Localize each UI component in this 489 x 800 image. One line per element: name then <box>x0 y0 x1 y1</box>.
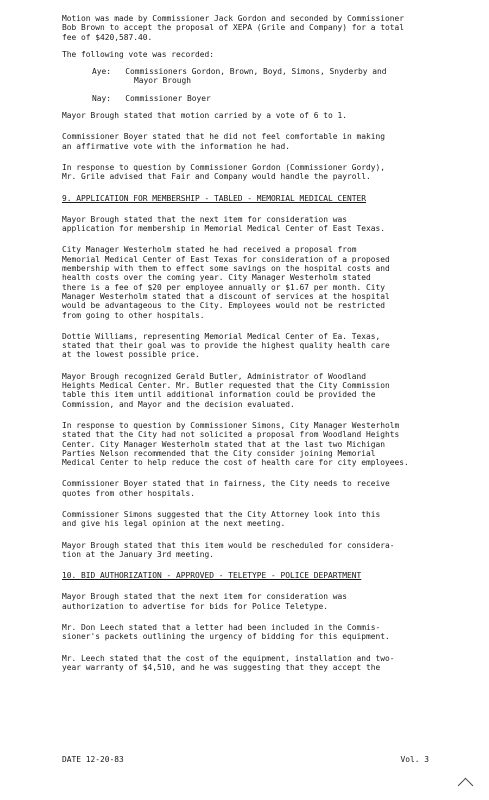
paragraph-boyer-comment: Commissioner Boyer stated that he did not feel comfortable in making an affirmative vote with the information he had. <box>62 132 386 151</box>
nay-names: Commissioner Boyer <box>125 93 211 103</box>
paragraph-reschedule: Mayor Brough stated that this item would be rescheduled for considera- tion at the January 3rd meeting. <box>62 540 395 559</box>
paragraph-butler: Mayor Brough recognized Gerald Butler, Administrator of Woodland Heights Medical Center. Mr. Butler requested that the City Commission table this item until additional information could be provided the Commission, and Mayor and the decision evaluated. <box>62 371 390 409</box>
paragraph-motion: Motion was made by Commissioner Jack Gordon and seconded by Commissioner Bob Brown to accept the proposal of XEPA (Grile and Company) for a total fee of $420,587.40. <box>62 14 405 42</box>
vote-result: Mayor Brough stated that motion carried by a vote of 6 to 1. <box>62 111 348 121</box>
nay-label: Nay: <box>92 93 112 103</box>
footer-date: DATE 12-20-83 <box>62 755 124 764</box>
paragraph-leech-letter: Mr. Don Leech stated that a letter had been included in the Commis- sioner's packets outlining the urgency of bidding for this equipment. <box>62 623 390 642</box>
paragraph-simons-suggestion: Commissioner Simons suggested that the City Attorney look into this and give his legal opinion at the next meeting. <box>62 509 381 529</box>
paragraph-williams: Dottie Williams, representing Memorial Medical Center of Ea. Texas, stated that their goal was to provide the highest quality health care at the lowest possible price. <box>62 331 390 360</box>
scan-corner-mark <box>458 778 474 794</box>
vote-aye-block <box>62 67 457 86</box>
aye-names-line1: Commissioners Gordon, Brown, Boyd, Simons, Snyderby and <box>125 67 387 77</box>
vote-intro: The following vote was recorded: <box>62 49 215 59</box>
paragraph-item9-intro: Mayor Brough stated that the next item for consideration was application for membership in Memorial Medical Center of East Texas. <box>62 214 386 234</box>
aye-label: Aye: <box>92 67 112 77</box>
paragraph-payroll-question: In response to question by Commissioner Gordon (Commissioner Gordy), Mr. Grile advised that Fair and Company would handle the payroll. <box>62 162 386 182</box>
page-footer <box>62 755 429 764</box>
paragraph-leech-cost: Mr. Leech stated that the cost of the equipment, installation and two- year warranty of $4,510, and he was suggesting that they accept the <box>62 653 395 672</box>
paragraph-item10-intro: Mayor Brough stated that the next item for consideration was authorization to advertise for bids for Police Teletype. <box>62 592 348 611</box>
aye-names-line2: Mayor Brough <box>134 76 192 86</box>
footer-volume: Vol. 3 <box>400 755 429 764</box>
item-10-heading: 10. BID AUTHORIZATION - APPROVED - TELETYPE - POLICE DEPARTMENT <box>62 571 362 581</box>
paragraph-simons-question: In response to question by Commissioner Simons, City Manager Westerholm stated that the City had not solicited a proposal from Woodland Heights Center. City Manager Westerholm stated that at the last two Michigan Parties Nelson recommended that the City consider joining Memorial Medical Center to help reduce the cost of health care for city employees. <box>62 420 409 468</box>
paragraph-boyer-fairness: Commissioner Boyer stated that in fairness, the City needs to receive quotes from other hospitals. <box>62 479 390 498</box>
item-9-heading: 9. APPLICATION FOR MEMBERSHIP - TABLED - MEMORIAL MEDICAL CENTER <box>62 193 367 203</box>
vote-nay-block <box>62 94 457 103</box>
paragraph-city-manager-proposal: City Manager Westerholm stated he had received a proposal from Memorial Medical Center of East Texas for consideration of a proposed membership with them to effect some savings on the hospital costs and health costs over the coming year. City Manager Westerholm stated there is a fee of $20 per employee annually or $1.67 per month. City Manager Westerholm stated that a discount of services at the hospital would be advantageous to the City. Employees would not be restricted from going to other hospitals. <box>62 245 390 320</box>
